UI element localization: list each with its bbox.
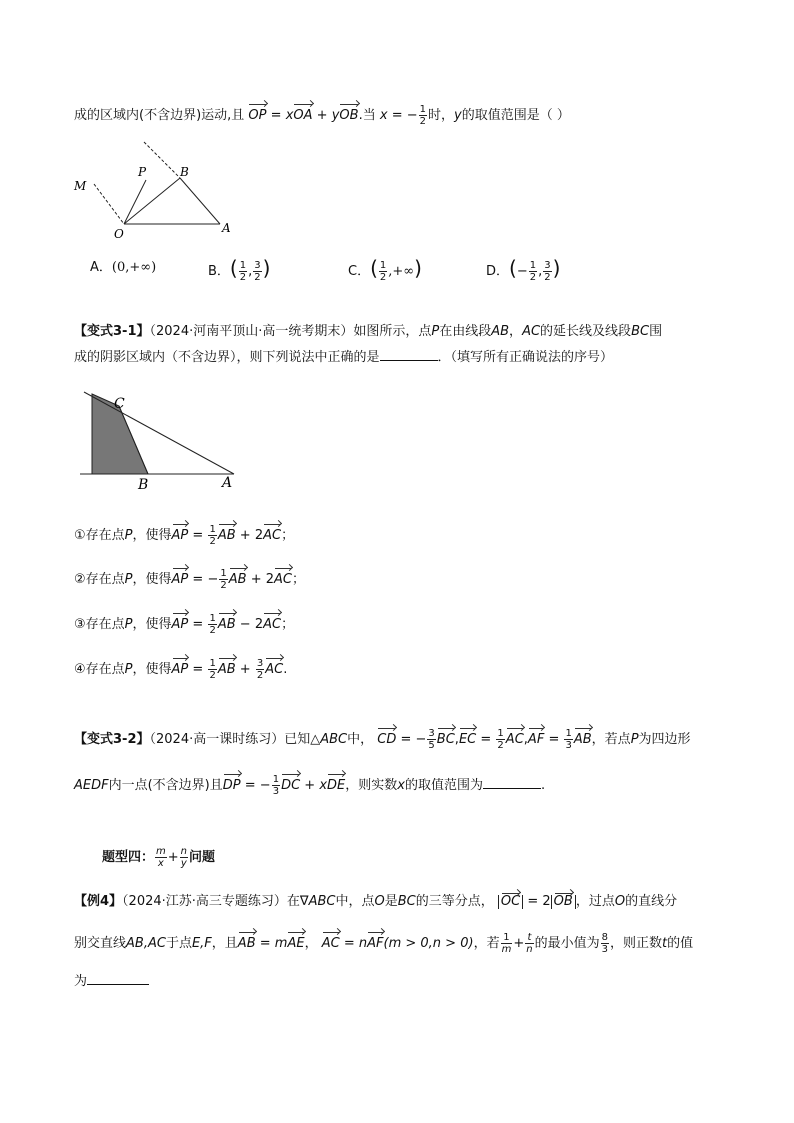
ex4-t: t: [661, 936, 668, 951]
intro-text-2: 当: [362, 108, 376, 123]
statement-1: [74, 524, 294, 547]
s2-sign: −: [207, 572, 219, 587]
option-d-frac-2: $\frac{3}{2}$: [544, 260, 551, 283]
v32-vec-ec: EC: [459, 730, 476, 750]
ex4-text-11: 的最小值为: [534, 936, 600, 951]
s4-vec-ac: AC: [265, 660, 283, 680]
answer-blank-1[interactable]: [380, 348, 438, 361]
s3-op: −: [239, 617, 251, 632]
ex4-text-1: 在∇: [286, 894, 309, 909]
s4-frac-2: $\frac{3}{2}$: [256, 658, 264, 681]
s2-op: +: [250, 572, 262, 587]
s3-end: ；: [281, 617, 295, 632]
ex4-text-3: 是: [384, 894, 398, 909]
v32-aedf: AEDF: [74, 778, 109, 793]
ex4-text-9: ，且: [211, 936, 238, 951]
statement-2: [74, 568, 305, 591]
v32-text-3: ，若点: [591, 732, 631, 747]
s3-frac: $\frac{1}{2}$: [209, 613, 216, 636]
variant-3-2-line-2: [74, 774, 545, 797]
intro-text-1: 成的区域内(不含边界)运动,且: [74, 108, 245, 123]
s4-eq: =: [192, 662, 204, 677]
ex4-frac-1m: $\frac{1}{m}$: [501, 932, 512, 955]
v32-eq-neg: = −: [400, 732, 427, 747]
v32-eq-neg-2: = −: [244, 778, 271, 793]
fig1-label-o: O: [114, 227, 124, 241]
v31-text-1: 如图所示，点: [353, 324, 432, 339]
s1-frac: $\frac{1}{2}$: [209, 524, 216, 547]
v32-text-2: 中，: [347, 732, 374, 747]
ex4-cond: (m > 0,n > 0): [383, 936, 474, 951]
s2-p: P: [124, 572, 133, 587]
v32-vec-dp: DP: [223, 776, 241, 796]
s2-frac: $\frac{1}{2}$: [220, 568, 227, 591]
ex4-text-10: ，若: [473, 936, 500, 951]
s1-prefix: 存在点: [85, 528, 125, 543]
ex4-plus: +: [513, 936, 525, 951]
example-4-line-1: [74, 892, 677, 912]
type4-post: 问题: [189, 850, 216, 865]
fig1-dashed-m: [94, 184, 124, 224]
s2-num: ②: [74, 572, 86, 587]
ex4-text-8: 于点: [165, 936, 192, 951]
v32-text-7: 的取值范围为: [405, 778, 484, 793]
s4-op: +: [239, 662, 251, 677]
fig2-label-b: B: [138, 477, 149, 493]
variant-3-2-tag: 【变式3-2】: [74, 732, 150, 747]
v32-eq-1: =: [480, 732, 492, 747]
s2-two: 2: [265, 572, 275, 587]
variant-3-1-line-2: [74, 348, 613, 368]
v32-text-4: 为四边形: [638, 732, 691, 747]
ex4-vec-ac: AC: [322, 934, 340, 954]
option-b-frac-1: $\frac{1}{2}$: [239, 260, 247, 283]
s4-prefix: 存在点: [85, 662, 125, 677]
s2-vec-ab: AB: [229, 570, 247, 590]
s4-mid: ，使得: [132, 662, 172, 677]
v32-x: x: [319, 778, 328, 793]
s1-two: 2: [254, 528, 264, 543]
intro-text-3: 时，: [428, 108, 455, 123]
variant-3-1-tag: 【变式3-1】: [74, 324, 150, 339]
ex4-eq2: = 2: [527, 894, 551, 909]
s4-vec-ap: AP: [172, 660, 189, 680]
option-d-frac-1: $\frac{1}{2}$: [529, 260, 537, 283]
v32-vec-bc: BC: [437, 730, 455, 750]
ex4-vec-ae: AE: [287, 934, 304, 954]
answer-blank-3[interactable]: [87, 972, 149, 985]
fig2-label-a: A: [222, 475, 233, 491]
v31-p: P: [431, 324, 440, 339]
v32-plus: +: [304, 778, 316, 793]
ex4-ef: E,F: [191, 936, 212, 951]
answer-blank-2[interactable]: [483, 776, 541, 789]
example-4-tag: 【例4】: [74, 894, 123, 909]
plus-sign: +: [316, 108, 328, 123]
option-d[interactable]: D．(− $\frac{1}{2}$ , $\frac{3}{2}$ ): [486, 256, 561, 283]
v32-comma-1: ,: [454, 732, 459, 747]
s1-vec-ab: AB: [218, 526, 236, 546]
s2-vec-ac: AC: [274, 570, 292, 590]
fig1-ob: [124, 178, 180, 224]
ex4-text-14: 为: [74, 974, 88, 989]
ex4-text-6: 的直线分: [625, 894, 678, 909]
s1-num: ①: [74, 528, 86, 543]
ex4-vec-af: AF: [367, 934, 383, 954]
v31-bc: BC: [631, 324, 650, 339]
ex4-text-7: 别交直线: [74, 936, 127, 951]
var-y: y: [331, 108, 340, 123]
question-intro-line: [74, 104, 570, 127]
s1-mid: ，使得: [132, 528, 172, 543]
v32-frac-12: $\frac{1}{2}$: [497, 728, 504, 751]
v31-text-6: ．（填写所有正确说法的序号）: [437, 350, 614, 365]
ex4-abs-oc: OC: [498, 895, 523, 909]
section-heading-type-4: [102, 846, 215, 869]
fig1-op: [124, 180, 146, 224]
s1-p: P: [124, 528, 133, 543]
ex4-eq-1: =: [259, 936, 271, 951]
fig1-label-p: P: [138, 165, 147, 179]
s2-eq: =: [192, 572, 204, 587]
variant-3-2-source: （2024·高一课时练习）: [149, 732, 285, 747]
ex4-text-2: 中，点: [335, 894, 375, 909]
v31-text-4: 围: [649, 324, 663, 339]
s2-mid: ，使得: [132, 572, 172, 587]
v32-p: P: [630, 732, 639, 747]
ex4-o: O: [374, 894, 385, 909]
ex4-abc: ABC: [308, 894, 336, 909]
s1-vec-ac: AC: [263, 526, 281, 546]
type4-frac-mx: $\frac{m}{x}$: [156, 846, 166, 869]
example-4-line-2: 别交直线AB,AC于点E,F，且AB = mAE， AC = nAF(m > 0,n > 0)，若 $\frac{1}{m}$ + $\frac{t}{n}$ 的最小值为 $\frac{8}{3}$ ，则正数t的值: [74, 932, 694, 955]
var-y-2: y: [454, 108, 462, 123]
v32-eq-2: =: [548, 732, 560, 747]
v31-comma: ，: [509, 324, 523, 339]
s3-num: ③: [74, 617, 86, 632]
ex4-text-5: ，过点: [575, 894, 615, 909]
v32-end: .: [541, 778, 546, 793]
v31-text-3: 的延长线及线段: [540, 324, 632, 339]
ex4-bc: BC: [397, 894, 416, 909]
v32-text-1: 已知△: [284, 732, 321, 747]
variant-3-2-line-1: [74, 728, 691, 751]
var-x: x: [285, 108, 294, 123]
v31-text-2: 在由线段: [439, 324, 492, 339]
s1-eq: =: [192, 528, 204, 543]
ex4-n: n: [358, 936, 368, 951]
s4-vec-ab: AB: [218, 660, 236, 680]
s4-num: ④: [74, 662, 86, 677]
v31-ab: AB: [491, 324, 510, 339]
s3-vec-ap: AP: [172, 615, 189, 635]
type4-pre: 题型四：: [102, 850, 155, 865]
fig1-ba: [180, 178, 220, 224]
ex4-text-4: 的三等分点，: [415, 894, 494, 909]
v32-vec-ab: AB: [574, 730, 592, 750]
fig1-label-m: M: [74, 179, 87, 193]
fig1-label-b: B: [180, 165, 189, 179]
ex4-frac-tn: $\frac{t}{n}$: [526, 932, 533, 955]
v32-abc: ABC: [320, 732, 348, 747]
example-4-line-3: [74, 972, 149, 992]
v32-frac-35: $\frac{3}{5}$: [428, 728, 435, 751]
fig1-dashed-b: [144, 142, 180, 178]
v32-vec-cd: CD: [377, 730, 396, 750]
option-c[interactable]: C．( $\frac{1}{2}$ ,+∞): [348, 256, 422, 283]
s2-vec-ap: AP: [172, 570, 189, 590]
s2-end: ；: [292, 572, 306, 587]
option-c-letter: C．: [348, 264, 371, 279]
option-a-value: (0,+∞): [111, 260, 157, 275]
s1-end: ；: [281, 528, 295, 543]
v32-vec-dc: DC: [281, 776, 300, 796]
variant-3-1-line-1: [74, 322, 662, 342]
s4-end: .: [283, 662, 288, 677]
s1-op: +: [239, 528, 251, 543]
option-c-frac: $\frac{1}{2}$: [379, 260, 387, 283]
v32-vec-af: AF: [528, 730, 544, 750]
option-b-letter: B．: [208, 264, 230, 279]
vec-oa: OA: [293, 106, 312, 126]
v32-frac-13: $\frac{1}{3}$: [565, 728, 572, 751]
figure-2: [74, 388, 254, 494]
ex4-abac: AB,AC: [126, 936, 166, 951]
v32-comma-2: ,: [523, 732, 528, 747]
v32-vec-de: DE: [327, 776, 345, 796]
v31-ac: AC: [522, 324, 541, 339]
v32-text-6: ，则实数: [345, 778, 398, 793]
x-eq: x = −: [379, 108, 418, 123]
vec-ob: OB: [339, 106, 358, 126]
v32-x-2: x: [397, 778, 405, 793]
ex4-vec-ab: AB: [238, 934, 256, 954]
dot: .: [358, 108, 363, 123]
ex4-m: m: [274, 936, 288, 951]
v32-frac-13b: $\frac{1}{3}$: [272, 774, 280, 797]
s3-vec-ac: AC: [263, 615, 281, 635]
ex4-o-2: O: [614, 894, 626, 909]
vec-op: OP: [248, 106, 266, 126]
fraction-half: $\frac{1}{2}$: [419, 104, 426, 127]
type4-plus: +: [167, 850, 179, 865]
intro-text-4: 的取值范围是（ ）: [461, 108, 570, 123]
option-a-letter: A．: [90, 260, 112, 275]
s4-p: P: [124, 662, 133, 677]
type4-frac-ny: $\frac{n}{y}$: [180, 846, 188, 869]
ex4-abs-ob: OB: [551, 895, 576, 909]
eq-sign: =: [270, 108, 282, 123]
ex4-frac-83: $\frac{8}{3}$: [601, 932, 608, 955]
option-b[interactable]: B．( $\frac{1}{2}$ , $\frac{3}{2}$ ): [208, 256, 271, 283]
statement-3: [74, 613, 294, 636]
s3-two: 2: [254, 617, 264, 632]
option-b-frac-2: $\frac{3}{2}$: [254, 260, 261, 283]
s3-eq: =: [192, 617, 204, 632]
s3-p: P: [124, 617, 133, 632]
fig2-label-c: C: [114, 396, 125, 412]
s3-prefix: 存在点: [85, 617, 125, 632]
option-a[interactable]: [90, 258, 156, 278]
variant-3-1-source: （2024·河南平顶山·高一统考期末）: [149, 324, 354, 339]
option-c-rest: ,+∞: [388, 264, 415, 279]
statement-4: [74, 658, 287, 681]
option-d-letter: D．: [486, 264, 510, 279]
s3-mid: ，使得: [132, 617, 172, 632]
s3-vec-ab: AB: [218, 615, 236, 635]
ex4-text-13: 的值: [667, 936, 694, 951]
ex4-text-12: ，则正数: [609, 936, 662, 951]
example-4-source: （2024·江苏·高三专题练习）: [122, 894, 287, 909]
v32-text-5: 内一点(不含边界)且: [108, 778, 223, 793]
ex4-eq-2: =: [343, 936, 355, 951]
v32-vec-ac: AC: [506, 730, 524, 750]
s4-frac-1: $\frac{1}{2}$: [209, 658, 216, 681]
fig1-label-a: A: [222, 221, 231, 235]
option-d-neg: −: [516, 264, 528, 279]
s1-vec-ap: AP: [172, 526, 189, 546]
v31-text-5: 成的阴影区域内（不含边界），则下列说法中正确的是: [74, 350, 380, 365]
figure-1: [70, 138, 240, 248]
s2-prefix: 存在点: [85, 572, 125, 587]
